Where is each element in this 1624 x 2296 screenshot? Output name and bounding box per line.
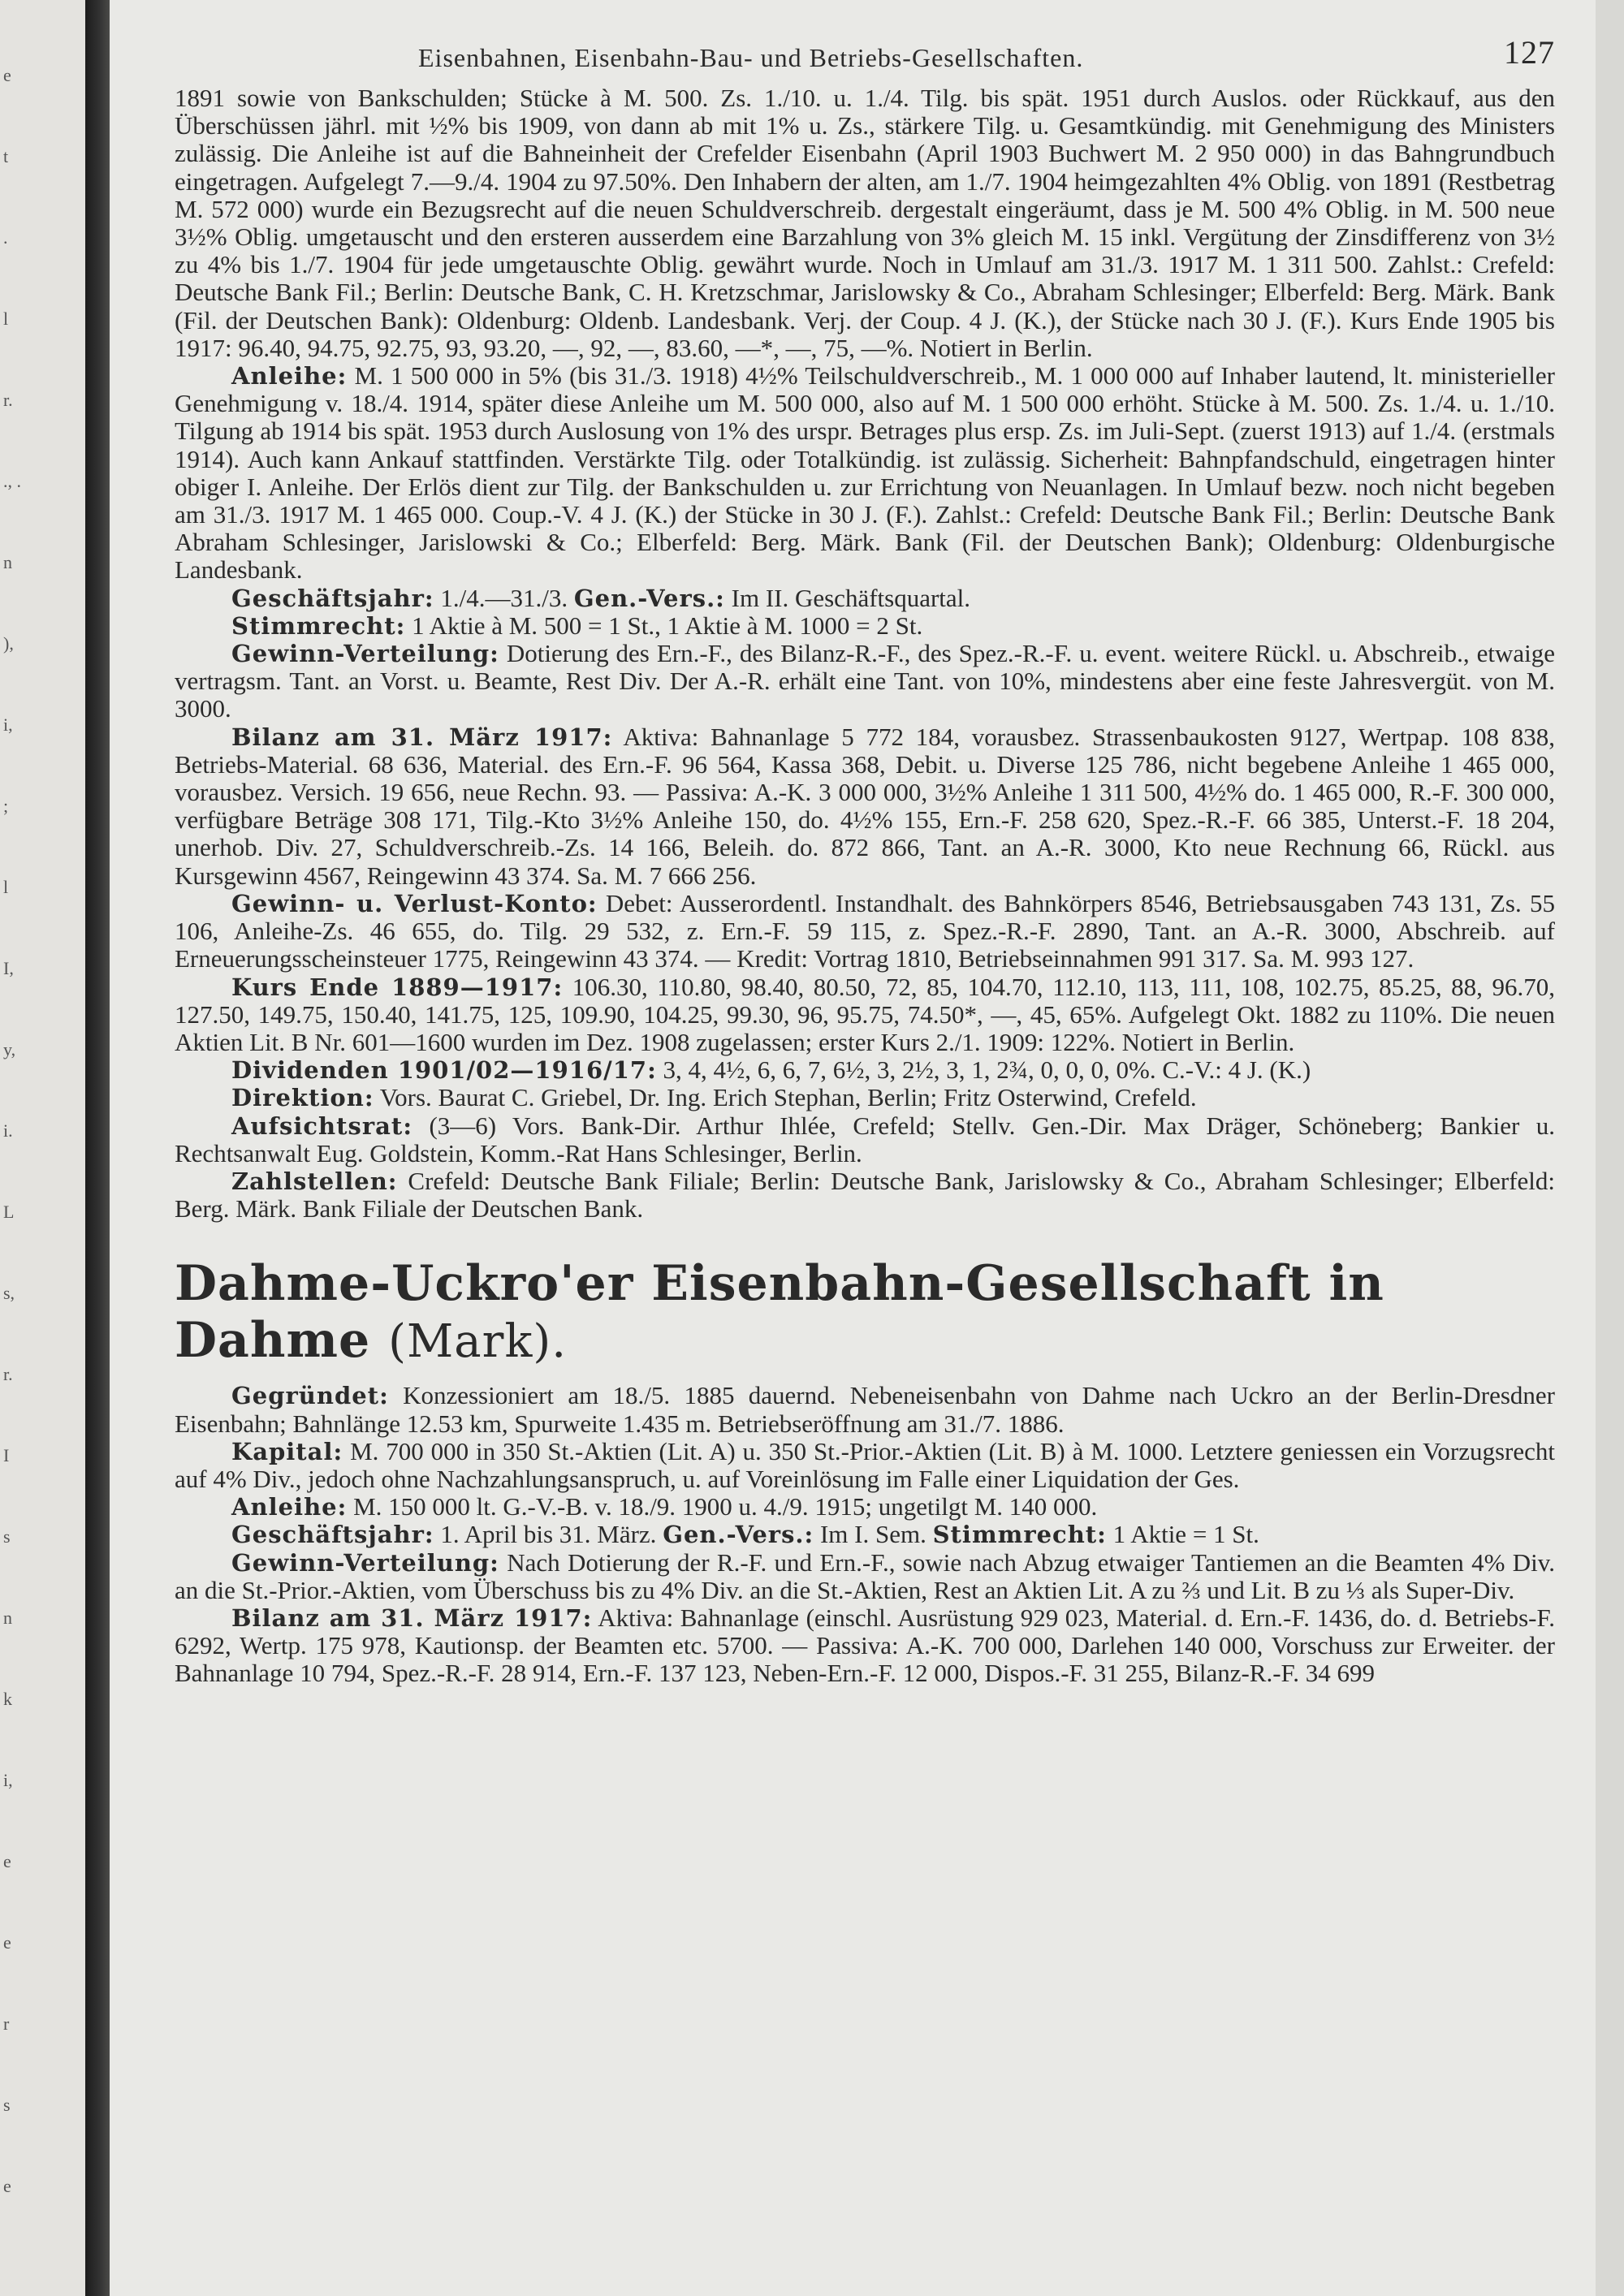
facing-page-edge [0, 0, 85, 2296]
entry-text: 1 Aktie à M. 500 = 1 St., 1 Aktie à M. 1000 = 2 St. [405, 611, 923, 640]
facing-page-char: i. [3, 1120, 13, 1141]
facing-page-char: y, [3, 1039, 16, 1060]
entry-text: Crefeld: Deutsche Bank Filiale; Berlin: Deutsche Bank, Jarislowsky & Co., Abraham Schlesinger; Elberfeld: Berg. Märk. Bank Filiale der Deutschen Bank. [175, 1166, 1555, 1224]
facing-page-char: I [3, 1445, 10, 1465]
entry-text: Debet: Ausserordentl. Instandhalt. des Bahnkörpers 8546, Betriebsausgaben 743 131, Zs. 55 106, Anleihe-Zs. 46 655, do. Tilg. 29 532, z. Ern.-F. 59 115, z. Spez.-R.-F. 2890, Tant. an A.-R. 3000, Abschreib. auf Erneuerungsscheinsteuer 1775, Reingewinn 43 374. — Kredit: Vortrag 1810, Betriebseinnahmen 991 317. Sa. M. 993 127. [175, 888, 1555, 973]
facing-page-char: r. [3, 390, 13, 410]
entry-text: Aktiva: Bahnanlage (einschl. Ausrüstung 929 023, Material. d. Ern.-F. 1436, do. d. Betriebs-F. 6292, Wertp. 175 978, Kautionsp. der Beamten etc. 5700. — Passiva: A.-K. 700 000, Darlehen 140 000, Vorschuss zur Erweiter. der Bahnanlage 10 794, Spez.-R.-F. 28 914, Ern.-F. 137 123, Neben-Ern.-F. 12 000, Dispos.-F. 31 255, Bilanz-R.-F. 34 699 [175, 1603, 1555, 1688]
entry-paragraph [175, 1438, 1555, 1493]
entry-label: Kurs Ende 1889—1917: [231, 973, 564, 1001]
entry-paragraph [175, 1521, 1555, 1548]
facing-page-char: ; [3, 796, 9, 816]
entry-label: Gewinn-Verteilung: [231, 1548, 499, 1577]
entry-text: M. 150 000 lt. G.-V.-B. v. 18./9. 1900 u. 4./9. 1915; ungetilgt M. 140 000. [347, 1492, 1098, 1521]
entry-paragraph [175, 890, 1555, 973]
entry-text: Aktiva: Bahnanlage 5 772 184, vorausbez. Strassenbaukosten 9127, Wertpap. 108 838, Betriebs-Material. 68 636, Material. des Ern.-F. 96 564, Kassa 368, Debit. u. Diverse 125 786, nicht begebene Anleihe 1 465 000, vorausbez. Versich. 19 656, neue Rechn. 93. — Passiva: A.-K. 3 000 000, 3½% Anleihe 1 311 500, 4½% do. 1 465 000, R.-F. 300 000, verfügbare Beträge 308 171, Tilg.-Kto 3½% Anleihe 150, do. 4½% 155, Ern.-F. 258 620, Spez.-R.-F. 66 385, Unterst.-F. 18 204, unerhob. Div. 27, Schuldverschreib.-Zs. 14 166, Beleih. do. 872 866, Tant. an A.-R. 3000, Kto neue Rechnung 66, Rückl. aus Kursgewinn 4567, Reingewinn 43 374. Sa. M. 7 666 256. [175, 722, 1555, 890]
entry-text: Im II. Geschäftsquartal. [724, 583, 971, 612]
continued-paragraph: 1891 sowie von Bankschulden; Stücke à M. 500. Zs. 1./10. u. 1./4. Tilg. bis spät. 1951 durch Auslos. oder Rückkauf, aus den Überschüssen jährl. mit ½% bis 1909, von dann ab mit 1% u. Zs., stärkere Tilg. u. Gesamtkündig. mit Genehmigung des Ministers zulässig. Die Anleihe ist auf die Bahneinheit der Crefelder Eisenbahn (April 1903 Buchwert M. 2 950 000) in das Bahngrundbuch eingetragen. Aufgelegt 7.—9./4. 1904 zu 97.50%. Den Inhabern der alten, am 1./7. 1904 heimgezahlten 4% Oblig. von 1891 (Restbetrag M. 572 000) wurde ein Bezugsrecht auf die neuen Schuldverschreib. dergestalt eingeräumt, dass je M. 500 4% Oblig. in M. 500 neue 3½% Oblig. umgetauscht und den ersteren ausserdem eine Barzahlung von 3% gleich M. 15 inkl. Vergütung der Zinsdifferenz von 3½ zu 4% bis 1./7. 1904 für jede umgetauschte Oblig. gewährt wurde. Noch in Umlauf am 31./3. 1917 M. 1 311 500. Zahlst.: Crefeld: Deutsche Bank Fil.; Berlin: Deutsche Bank, C. H. Kretzschmar, Jarislowsky & Co., Abraham Schlesinger; Elberfeld: Berg. Märk. Bank (Fil. der Deutschen Bank): Oldenburg: Oldenb. Landesbank. Verj. der Coup. 4 J. (K.), der Stücke nach 30 J. (F.). Kurs Ende 1905 bis 1917: 96.40, 94.75, 92.75, 93, 93.20, —, 92, —, 83.60, —*, —, 75, —%. Notiert in Berlin. [175, 84, 1555, 362]
facing-page-char: r [3, 2013, 10, 2034]
entry-text: Nach Dotierung der R.-F. und Ern.-F., sowie nach Abzug etwaiger Tantiemen an die Beamten 4% Div. an die St.-Prior.-Aktien, vom Überschuss bis zu 4% Div. an die St.-Aktien, Rest an Aktien Lit. A zu ⅔ und Lit. B zu ⅓ als Super-Div. [175, 1547, 1555, 1604]
book-page [110, 0, 1596, 2296]
facing-page-char: e [3, 1851, 11, 1871]
entry-text: Vors. Baurat C. Griebel, Dr. Ing. Erich Stephan, Berlin; Fritz Osterwind, Crefeld. [374, 1083, 1197, 1112]
entry-paragraph [175, 1493, 1555, 1521]
entry-text: (3—6) Vors. Bank-Dir. Arthur Ihlée, Crefeld; Stellv. Gen.-Dir. Max Dräger, Schöneberg; Bankier u. Rechtsanwalt Eug. Goldstein, Komm.-Rat Hans Schlesinger, Berlin. [175, 1111, 1555, 1167]
entry-text: Dotierung des Ern.-F., des Bilanz-R.-F., des Spez.-R.-F. u. event. weitere Rückl. u. Abschreib., etwaige vertragsm. Tant. an Vorst. u. Beamte, Rest Div. Der A.-R. erhält eine Tant. von 10%, mindestens aber eine feste Jahresvergüt. von M. 3000. [175, 639, 1555, 723]
entry-label: Stimmrecht: [932, 1521, 1107, 1549]
entry-label: Bilanz am 31. März 1917: [231, 1603, 593, 1632]
entry-paragraph [175, 1604, 1555, 1688]
entry-paragraph [175, 362, 1555, 585]
facing-page-char: e [3, 2176, 11, 2196]
entry-text: Im I. Sem. [814, 1520, 926, 1549]
company-heading [175, 1255, 1555, 1370]
entry-label: Aufsichtsrat: [231, 1111, 413, 1140]
company-sections [175, 1382, 1555, 1687]
entry-label: Gegründet: [231, 1382, 389, 1410]
entry-paragraph [175, 723, 1555, 890]
entry-text: 1. April bis 31. März. [434, 1520, 657, 1549]
entry-label: Gen.-Vers.: [663, 1521, 814, 1549]
entry-paragraph [175, 973, 1555, 1057]
facing-page-char: n [3, 552, 12, 572]
entry-label: Kapital: [231, 1437, 343, 1465]
facing-page-char: s [3, 1526, 11, 1547]
entry-label: Anleihe: [231, 362, 348, 391]
entry-label: Geschäftsjahr: [231, 1521, 434, 1549]
entry-text: 106.30, 110.80, 98.40, 80.50, 72, 85, 104.70, 112.10, 113, 111, 108, 102.75, 85.25, 88, 96.70, 127.50, 149.75, 150.40, 141.75, 125, 109.90, 104.25, 99.30, 96, 95.75, 74.50*, —, 45, 65%. Aufgelegt Okt. 1882 zu 110%. Die neuen Aktien Lit. B Nr. 601—1600 wurden im Dez. 1908 zugelassen; erster Kurs 2./1. 1909: 122%. Notiert in Berlin. [175, 972, 1556, 1056]
entry-label: Direktion: [231, 1084, 374, 1112]
facing-page-char: . [3, 227, 8, 248]
facing-page-char: L [3, 1202, 15, 1222]
facing-page-char: i, [3, 714, 13, 735]
page-number: 127 [1504, 34, 1555, 71]
facing-page-char: t [3, 146, 9, 166]
entry-label: Dividenden 1901/02—1916/17: [231, 1056, 657, 1085]
entry-label: Bilanz am 31. März 1917: [231, 723, 613, 751]
entry-label: Zahlstellen: [231, 1167, 398, 1195]
facing-page-char: e [3, 65, 11, 85]
facing-page-char: s [3, 2095, 11, 2115]
entry-paragraph [175, 640, 1555, 723]
entry-text: 1 Aktie = 1 St. [1106, 1520, 1259, 1549]
page-content [175, 34, 1556, 1688]
entry-text: 3, 4, 4½, 6, 6, 7, 6½, 3, 2½, 3, 1, 2¾, 0, 0, 0, 0%. C.-V.: 4 J. (K.) [656, 1055, 1311, 1085]
facing-page-char: e [3, 1932, 11, 1953]
facing-page-char: k [3, 1689, 12, 1709]
entry-text: M. 1 500 000 in 5% (bis 31./3. 1918) 4½% Teilschuldverschreib., M. 1 000 000 auf Inhaber lautend, lt. ministerieller Genehmigung v. 18./4. 1914, später diese Anleihe um M. 500 000, also auf M. 1 500 000 erhöht. Stücke à M. 500. Zs. 1./4. u. 1./10. Tilgung ab 1914 bis spät. 1953 durch Auslosung von 1% des urspr. Betrages plus ersp. Zs. im Juli-Sept. (zuerst 1913) auf 1./4. (erstmals 1914). Auch kann Ankauf stattfinden. Verstärkte Tilg. oder Totalkündig. ist zulässig. Sicherheit: Bahnpfandschuld, eingetragen hinter obiger I. Anleihe. Der Erlös dient zur Tilg. der Bankschulden u. zur Errichtung von Neuanlagen. In Umlauf bezw. noch nicht begeben am 31./3. 1917 M. 1 465 000. Coup.-V. 4 J. (K.) der Stücke in 30 J. (F.). Zahlst.: Crefeld: Deutsche Bank Fil.; Berlin: Deutsche Bank Abraham Schlesinger, Jarislowski & Co.; Elberfeld: Berg. Märk. Bank (Fil. der Deutschen Bank); Oldenburg: Oldenburgische Landesbank. [175, 361, 1555, 585]
entry-paragraph [175, 1382, 1555, 1437]
entry-paragraph [175, 585, 1555, 612]
entry-text: Konzessioniert am 18./5. 1885 dauernd. Nebeneisenbahn von Dahme nach Uckro an der Berlin-Dresdner Eisenbahn; Bahnlänge 12.53 km, Spurweite 1.435 m. Betriebseröffnung am 31./7. 1886. [175, 1381, 1555, 1438]
entry-label: Stimmrecht: [231, 611, 406, 640]
entry-label: Geschäftsjahr: [231, 584, 434, 612]
running-head-title: Eisenbahnen, Eisenbahn-Bau- und Betriebs-Gesellschaften. [418, 43, 1084, 72]
company-title-suffix: (Mark). [388, 1315, 568, 1369]
entry-paragraph [175, 1112, 1555, 1167]
facing-page-char: l [3, 877, 9, 897]
entry-label: Gewinn-Verteilung: [231, 640, 499, 668]
entry-text: 1./4.—31./3. [434, 583, 568, 612]
entry-label: Gewinn- u. Verlust-Konto: [231, 889, 598, 917]
entry-text: M. 700 000 in 350 St.-Aktien (Lit. A) u. 350 St.-Prior.-Aktien (Lit. B) à M. 1000. Letztere geniessen ein Vorzugsrecht auf 4% Div., jedoch ohne Nachzahlungsanspruch, u. auf Voreinlösung im Falle einer Liquidation der Ges. [175, 1436, 1555, 1493]
facing-page-char: ), [3, 633, 14, 654]
entry-label: Anleihe: [231, 1493, 348, 1521]
entry-paragraph [175, 612, 1555, 640]
facing-page-char: I, [3, 958, 14, 978]
right-page-edge [1596, 0, 1624, 2296]
entry-label: Gen.-Vers.: [573, 584, 725, 612]
entry-paragraph [175, 1549, 1555, 1604]
facing-page-char: s, [3, 1283, 15, 1303]
facing-page-char: l [3, 309, 9, 329]
facing-page-char: r. [3, 1364, 13, 1384]
book-gutter [85, 0, 110, 2296]
entry-paragraph [175, 1084, 1555, 1111]
company-title: Dahme-Uckro'er Eisenbahn-Gesellschaft in Dahme [175, 1255, 1384, 1370]
continued-sections [175, 362, 1555, 1223]
facing-page-char: n [3, 1608, 12, 1628]
facing-page-char: i, [3, 1770, 13, 1790]
running-head [175, 34, 1555, 84]
entry-paragraph [175, 1056, 1555, 1084]
facing-page-char: ., . [3, 471, 21, 491]
entry-paragraph [175, 1167, 1555, 1223]
